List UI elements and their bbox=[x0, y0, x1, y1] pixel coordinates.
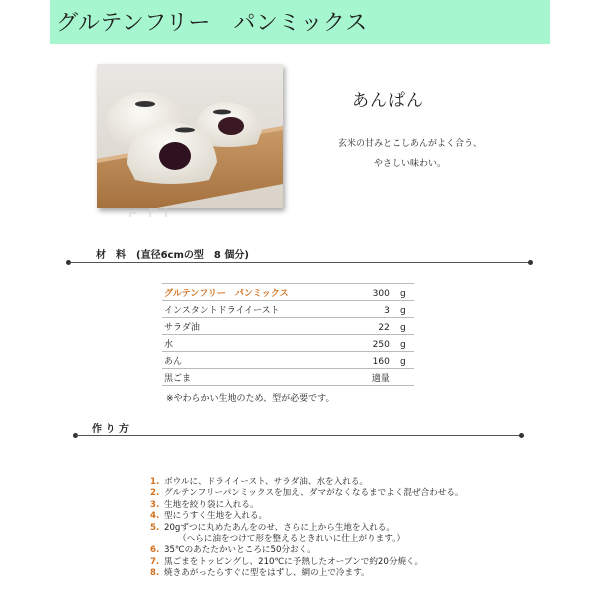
step-text: 生地を絞り袋に入れる。 bbox=[164, 499, 259, 510]
product-description bbox=[310, 134, 510, 174]
method-step bbox=[150, 523, 464, 534]
step-number: 3. bbox=[150, 499, 160, 510]
step-text: 焼きあがったらすぐに型をはずし、網の上で冷ます。 bbox=[164, 568, 370, 579]
ingredient-amount: 22 bbox=[347, 318, 391, 335]
method-step bbox=[150, 511, 464, 522]
ingredient-name: サラダ油 bbox=[162, 318, 347, 335]
decorative-marks bbox=[128, 205, 178, 219]
ingredient-unit bbox=[392, 369, 414, 386]
step-text: （へらに油をつけて形を整えるときれいに仕上がります。） bbox=[178, 534, 406, 545]
ingredient-row bbox=[162, 301, 414, 318]
step-number: 1. bbox=[150, 477, 160, 487]
description-line: やさしい味わい。 bbox=[373, 159, 446, 169]
product-photo bbox=[97, 64, 283, 208]
step-number: 5. bbox=[150, 522, 160, 533]
ingredient-amount: 250 bbox=[347, 335, 391, 352]
step-number: 6. bbox=[150, 545, 160, 556]
step-number: 4. bbox=[150, 511, 160, 522]
method-step bbox=[150, 500, 464, 511]
page-title: グルテンフリー パンミックス bbox=[56, 11, 368, 36]
method-divider bbox=[76, 435, 524, 436]
method-step bbox=[150, 568, 464, 579]
ingredients-divider bbox=[70, 262, 530, 263]
ingredient-unit: g bbox=[392, 352, 414, 369]
method-step bbox=[150, 488, 464, 499]
step-text: ボウルに、ドライイースト、サラダ油、水を入れる。 bbox=[164, 477, 369, 487]
ingredient-name: グルテンフリー パンミックス bbox=[162, 284, 347, 301]
ingredients-table bbox=[162, 283, 414, 386]
method-step bbox=[150, 534, 464, 545]
ingredient-row bbox=[162, 284, 414, 301]
step-number: 7. bbox=[150, 556, 160, 567]
step-text: 黒ごまをトッピングし、210℃に予熱したオーブンで約20分焼く。 bbox=[164, 556, 424, 567]
ingredient-name: 水 bbox=[162, 335, 347, 352]
step-text: 型にうすく生地を入れる。 bbox=[164, 511, 268, 522]
ingredient-unit: g bbox=[392, 318, 414, 335]
method-step bbox=[150, 545, 464, 556]
step-number: 8. bbox=[150, 568, 160, 579]
step-text: 35℃のあたたかいところに50分おく。 bbox=[164, 545, 316, 556]
ingredient-unit: g bbox=[392, 335, 414, 352]
step-text: 20gずつに丸めたあんをのせ、さらに上から生地を入れる。 bbox=[164, 522, 395, 533]
ingredients-heading: 材 料 (直径6cmの型 8 個分) bbox=[96, 250, 249, 261]
rule-end-dot bbox=[528, 260, 533, 265]
ingredient-unit: g bbox=[392, 284, 414, 301]
ingredient-amount: 3 bbox=[347, 301, 391, 318]
method-step bbox=[150, 477, 464, 488]
ingredient-name: あん bbox=[162, 352, 347, 369]
ingredient-amount: 300 bbox=[347, 284, 391, 301]
step-text: グルテンフリーパンミックスを加え、ダマがなくなるまでよく混ぜ合わせる。 bbox=[164, 488, 464, 499]
ingredient-name: インスタントドライイースト bbox=[162, 301, 347, 318]
ingredient-row bbox=[162, 335, 414, 352]
description-line: 玄米の甘みとこしあんがよく合う、 bbox=[337, 139, 482, 149]
ingredient-row bbox=[162, 318, 414, 335]
ingredients-note: ※やわらかい生地のため、型が必要です。 bbox=[166, 394, 335, 404]
ingredient-name: 黒ごま bbox=[162, 369, 347, 386]
product-name: あんぱん bbox=[352, 91, 424, 111]
ingredient-row bbox=[162, 369, 414, 386]
header-banner bbox=[50, 0, 550, 44]
anpan-photo-illustration bbox=[97, 64, 283, 208]
method-heading: 作 り 方 bbox=[92, 424, 129, 435]
ingredient-unit: g bbox=[392, 301, 414, 318]
ingredient-amount: 適量 bbox=[347, 369, 391, 386]
step-number: 2. bbox=[150, 488, 160, 499]
ingredient-amount: 160 bbox=[347, 352, 391, 369]
method-steps bbox=[150, 477, 464, 580]
method-step bbox=[150, 557, 464, 568]
ingredient-row bbox=[162, 352, 414, 369]
rule-end-dot bbox=[519, 433, 524, 438]
